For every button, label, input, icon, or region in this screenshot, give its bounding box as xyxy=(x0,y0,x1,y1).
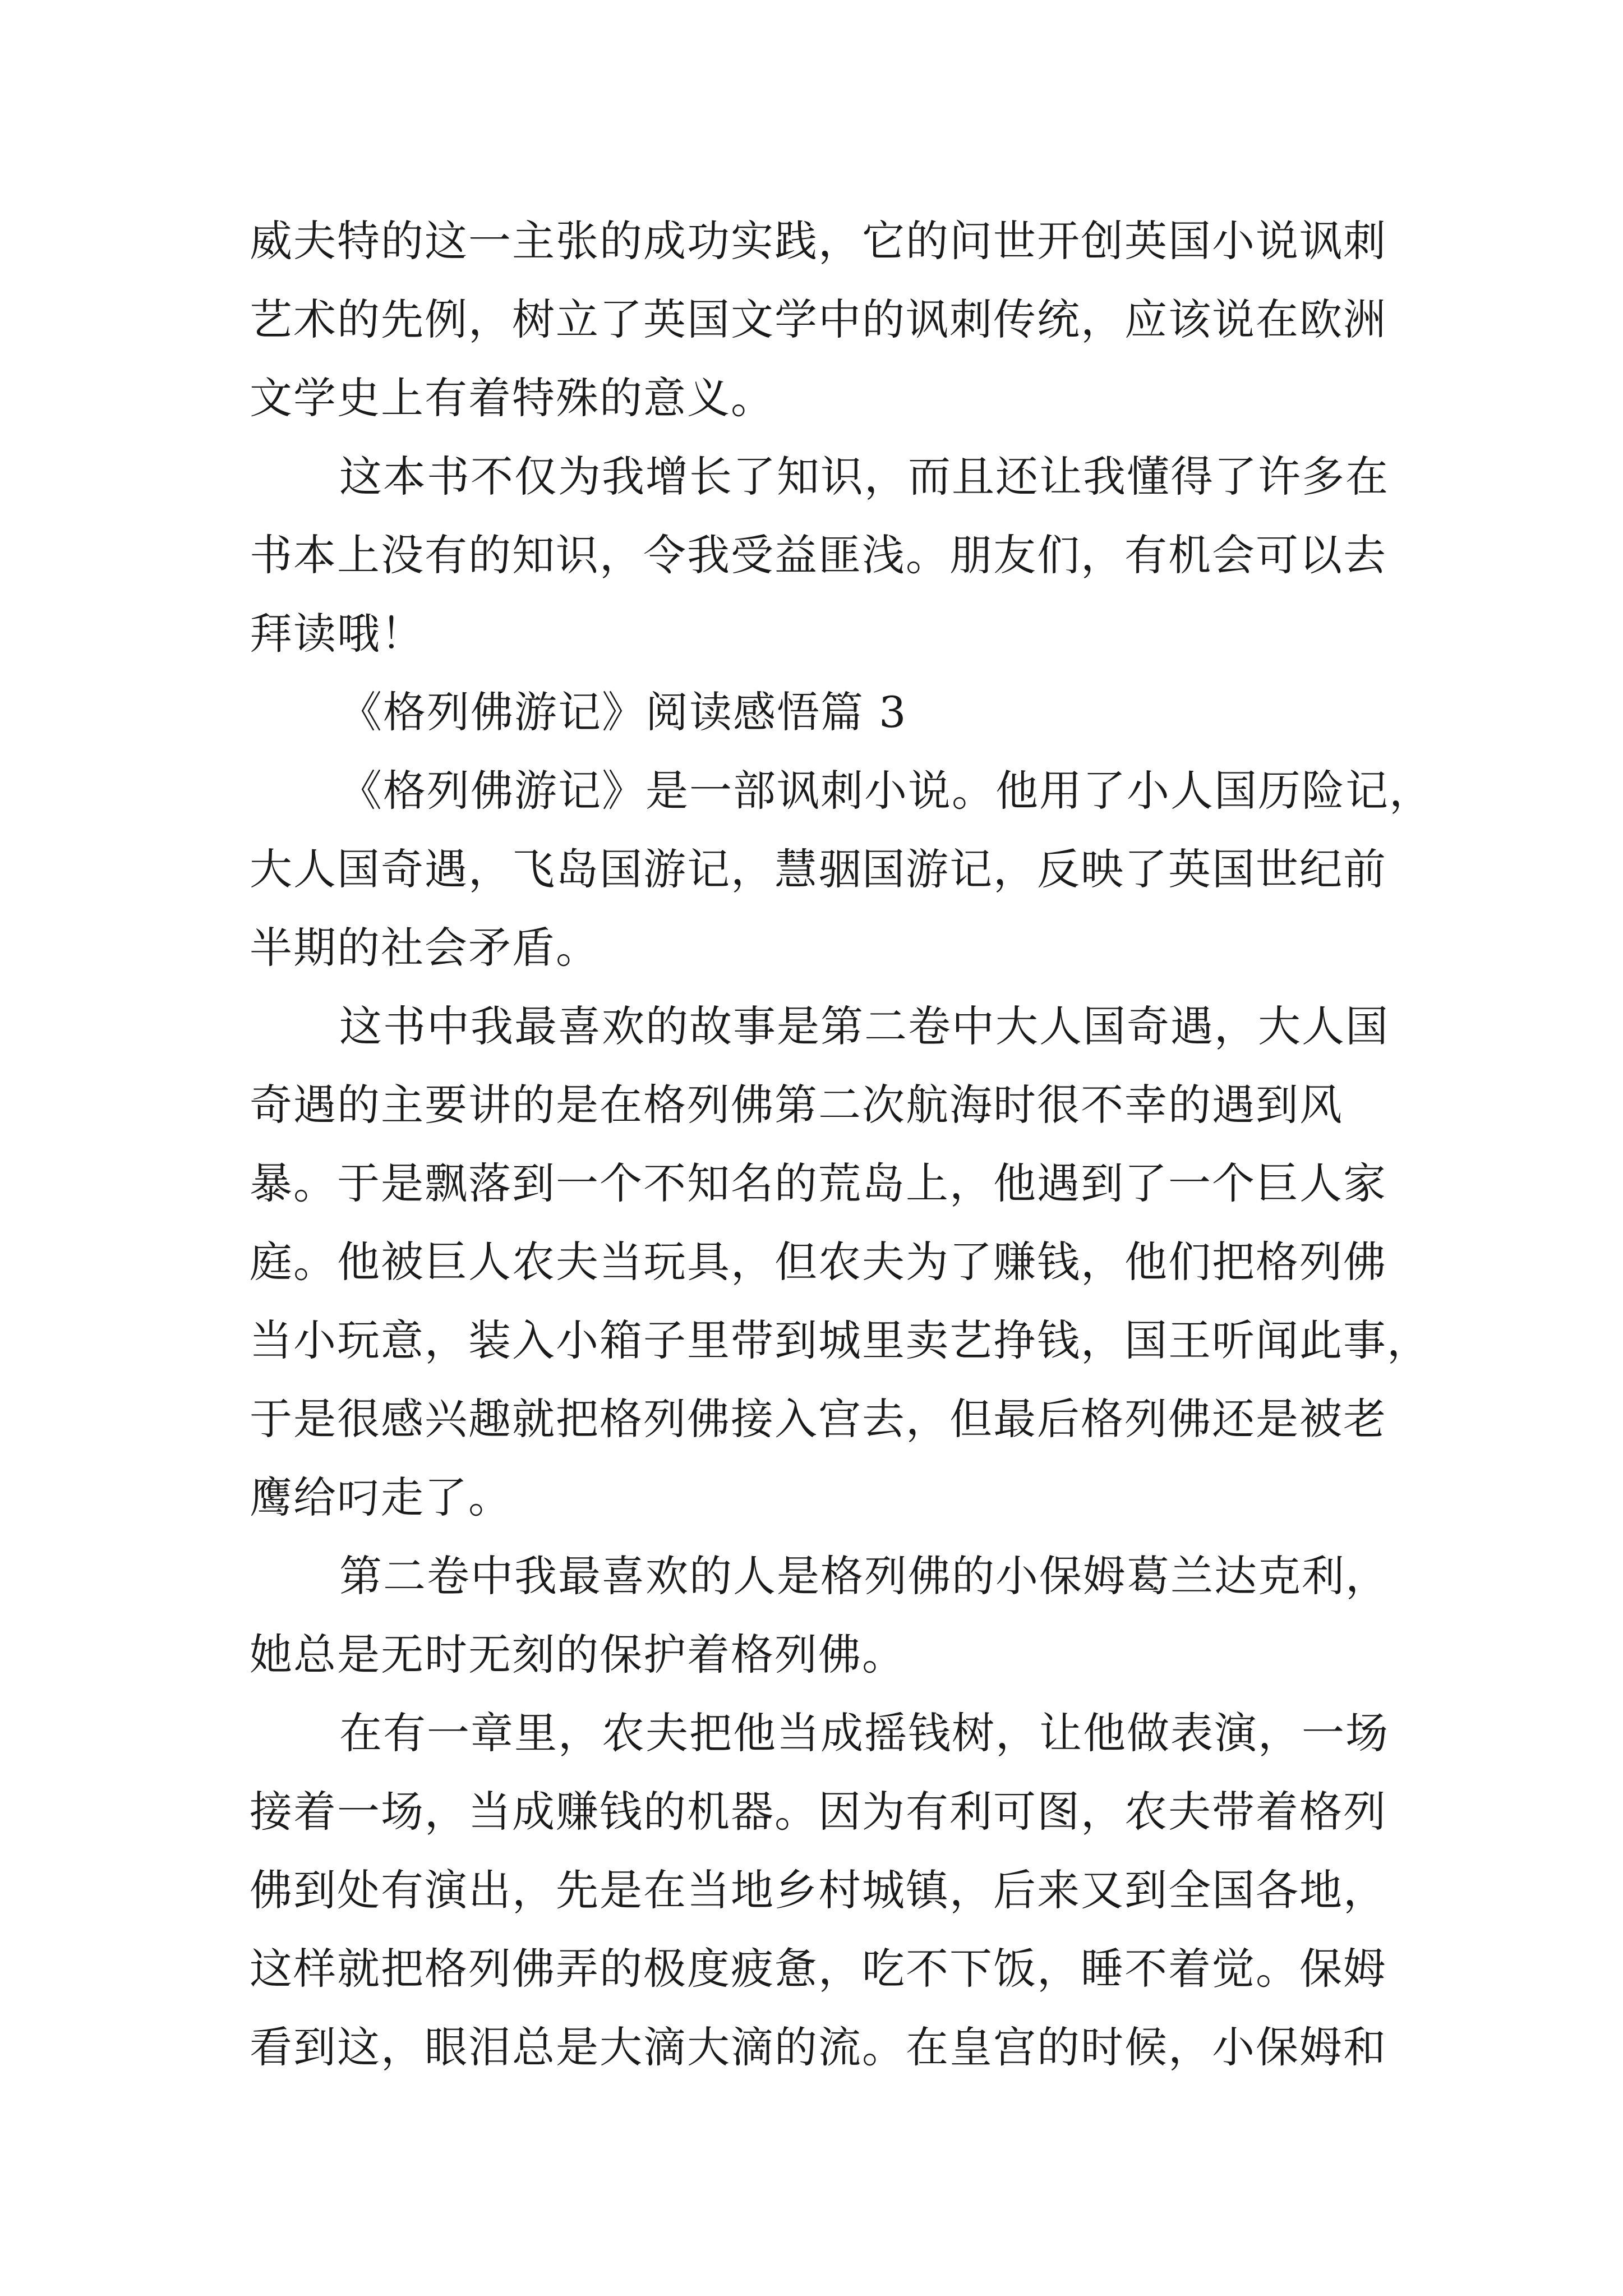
text-line: 书本上没有的知识，令我受益匪浅。朋友们，有机会可以去 xyxy=(250,530,1387,580)
text-line: 威夫特的这一主张的成功实践，它的问世开创英国小说讽刺 xyxy=(250,216,1387,266)
text-line: 《格列佛游记》阅读感悟篇 3 xyxy=(339,687,907,737)
text-line: 这样就把格列佛弄的极度疲惫，吃不下饭，睡不着觉。保姆 xyxy=(250,1944,1387,1994)
text-line: 暴。于是飘落到一个不知名的荒岛上，他遇到了一个巨人家 xyxy=(250,1158,1387,1208)
text-line: 半期的社会矛盾。 xyxy=(250,923,600,973)
text-line: 拜读哦！ xyxy=(250,609,425,659)
text-line: 庭。他被巨人农夫当玩具，但农夫为了赚钱，他们把格列佛 xyxy=(250,1237,1387,1287)
document-body xyxy=(250,202,1433,2087)
text-line: 佛到处有演出，先是在当地乡村城镇，后来又到全国各地， xyxy=(250,1865,1387,1915)
text-line: 这书中我最喜欢的故事是第二卷中大人国奇遇，大人国 xyxy=(339,1001,1389,1051)
text-line: 当小玩意，装入小箱子里带到城里卖艺挣钱，国王听闻此事， xyxy=(250,1315,1431,1365)
text-line: 文学史上有着特殊的意义。 xyxy=(250,373,774,423)
text-line: 接着一场，当成赚钱的机器。因为有利可图，农夫带着格列 xyxy=(250,1787,1387,1837)
text-line: 看到这，眼泪总是大滴大滴的流。在皇宫的时候，小保姆和 xyxy=(250,2022,1387,2072)
text-line: 艺术的先例，树立了英国文学中的讽刺传统，应该说在欧洲 xyxy=(250,295,1387,344)
text-line: 这本书不仅为我增长了知识，而且还让我懂得了许多在 xyxy=(339,452,1389,501)
text-line: 第二卷中我最喜欢的人是格列佛的小保姆葛兰达克利， xyxy=(339,1551,1389,1601)
text-line: 《格列佛游记》是一部讽刺小说。他用了小人国历险记， xyxy=(339,766,1433,816)
text-line: 她总是无时无刻的保护着格列佛。 xyxy=(250,1630,906,1680)
text-line: 在有一章里，农夫把他当成摇钱树，让他做表演，一场 xyxy=(339,1708,1389,1758)
text-line: 鹰给叼走了。 xyxy=(250,1473,512,1522)
text-line: 奇遇的主要讲的是在格列佛第二次航海时很不幸的遇到风 xyxy=(250,1080,1343,1130)
text-line: 于是很感兴趣就把格列佛接入宫去，但最后格列佛还是被老 xyxy=(250,1394,1387,1444)
text-line: 大人国奇遇，飞岛国游记，慧骃国游记，反映了英国世纪前 xyxy=(250,844,1387,894)
